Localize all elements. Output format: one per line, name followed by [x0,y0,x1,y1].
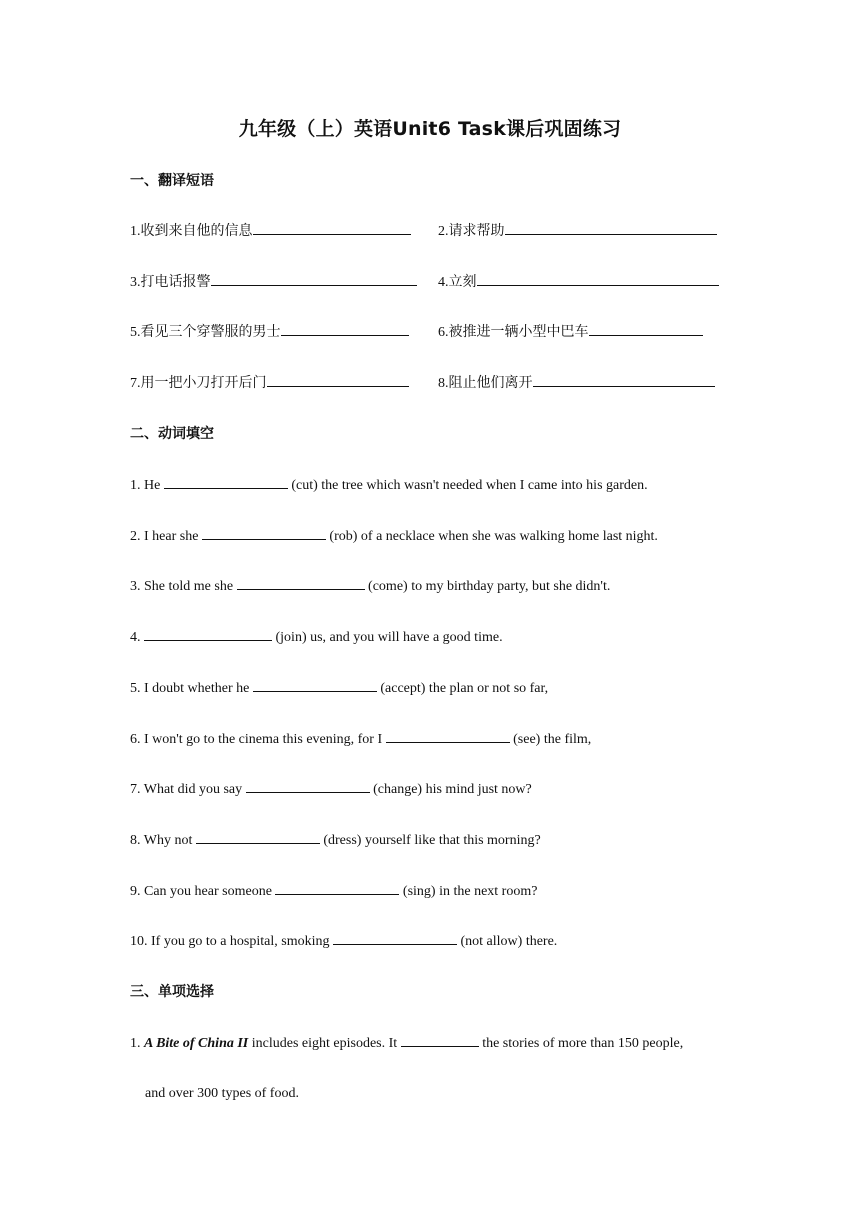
phrase-label: 2.请求帮助 [438,224,505,239]
question-text-after: the stories of more than 150 people, [478,1036,684,1051]
answer-blank[interactable] [253,677,377,692]
phrase-label: 5.看见三个穿警服的男士 [130,325,281,340]
question-text-after: (change) his mind just now? [369,782,532,797]
answer-blank[interactable] [386,728,510,743]
question-text-before: 5. I doubt whether he [130,681,253,696]
phrase-item [130,271,417,294]
question-text-after: (cut) the tree which wasn't needed when I came into his garden. [287,478,648,493]
question-text-after: (come) to my birthday party, but she didn't. [364,579,611,594]
answer-blank[interactable] [144,626,272,641]
answer-blank[interactable] [164,474,288,489]
answer-blank[interactable] [533,372,715,387]
page-title: 九年级（上）英语Unit6 Task课后巩固练习 [238,118,622,140]
question-item [130,575,610,598]
section-heading-multiple-choice: 三、单项选择 [130,984,214,1000]
phrase-item [130,220,411,243]
show-title: A Bite of China II [144,1036,249,1051]
phrase-item [438,321,703,344]
question-item [130,1032,683,1055]
answer-blank[interactable] [267,372,409,387]
question-number: 1. [130,1036,144,1051]
question-item [130,728,591,751]
phrase-label: 7.用一把小刀打开后门 [130,376,267,391]
answer-blank[interactable] [253,220,411,235]
question-text-before: 3. She told me she [130,579,237,594]
answer-blank[interactable] [211,271,417,286]
question-text-before: includes eight episodes. It [248,1036,401,1051]
phrase-item [438,271,719,294]
question-text-before: 10. If you go to a hospital, smoking [130,934,333,949]
question-text-after: (dress) yourself like that this morning? [319,833,541,848]
question-text-after: (not allow) there. [457,934,558,949]
question-text-before: 7. What did you say [130,782,246,797]
question-item [130,880,537,903]
question-text-before: 8. Why not [130,833,196,848]
question-item [130,778,532,801]
question-item [130,829,541,852]
phrase-label: 4.立刻 [438,275,477,290]
section-heading-verb-fill: 二、动词填空 [130,426,214,442]
question-text-after: (sing) in the next room? [399,884,538,899]
question-item [130,930,557,953]
answer-blank[interactable] [333,930,457,945]
question-text-before: 1. He [130,478,164,493]
phrase-item [130,321,409,344]
question-item [130,525,658,548]
question-text-before: 6. I won't go to the cinema this evening, for I [130,732,386,747]
phrase-item [438,372,715,395]
answer-blank[interactable] [237,575,365,590]
phrase-label: 6.被推进一辆小型中巴车 [438,325,589,340]
answer-blank[interactable] [202,525,326,540]
phrase-item [130,372,409,395]
answer-blank[interactable] [275,880,399,895]
phrase-label: 1.收到来自他的信息 [130,224,253,239]
question-text-after: (rob) of a necklace when she was walking home last night. [325,529,658,544]
question-item [130,677,548,700]
question-text-after: (accept) the plan or not so far, [376,681,549,696]
question-text-before: 9. Can you hear someone [130,884,276,899]
question-item [130,474,648,497]
answer-blank[interactable] [505,220,717,235]
question-text-after: (join) us, and you will have a good time. [272,630,503,645]
question-continuation: and over 300 types of food. [145,1086,299,1101]
question-text-after: (see) the film, [509,732,592,747]
phrase-label: 8.阻止他们离开 [438,376,533,391]
answer-blank[interactable] [281,321,409,336]
section-heading-translation: 一、翻译短语 [130,173,214,189]
answer-blank[interactable] [246,778,370,793]
answer-blank[interactable] [401,1032,479,1047]
answer-blank[interactable] [477,271,719,286]
answer-blank[interactable] [589,321,703,336]
phrase-item [438,220,717,243]
phrase-label: 3.打电话报警 [130,275,211,290]
answer-blank[interactable] [196,829,320,844]
question-item [130,626,503,649]
question-text-before: 4. [130,630,144,645]
question-text-before: 2. I hear she [130,529,202,544]
